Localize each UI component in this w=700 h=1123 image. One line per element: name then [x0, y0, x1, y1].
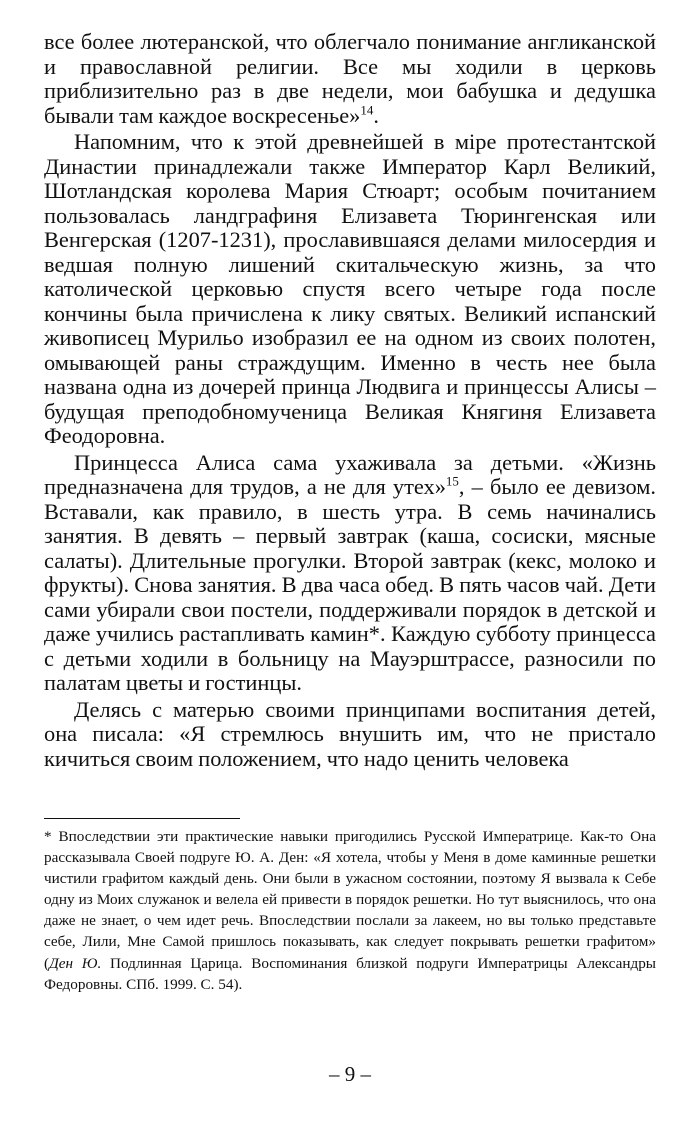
page-number: – 9 – [329, 1062, 371, 1086]
main-text [44, 30, 656, 771]
footnote-source-rest: Подлинная Царица. Воспоминания близкой подруги Императрицы Александры Федоровны. СПб. 1999. С. 54). [44, 954, 656, 993]
footnote [44, 826, 656, 995]
footnote-text: * Впоследствии эти практические навыки пригодились Русской Императрице. Как-то Она рассказывала Своей подруге Ю. А. Ден: «Я хотела, чтобы у Меня в доме каминные решетки чистили графитом каждый день. Они были в ужасном состоянии, поэтому Я вызвала к Себе одну из Моих служанок и велела ей привести в порядок решетки. Но тут выяснилось, что она даже не знает, о чем идет речь. Впоследствии послали за лакеем, но вы только представьте себе, Лили, Мне Самой пришлось показывать, как следует покрывать решетки графитом» ( [44, 828, 656, 972]
paragraph-1 [44, 30, 656, 128]
endnote-ref-15: 15 [445, 473, 459, 489]
footnote-paragraph [44, 826, 656, 995]
footnote-divider [44, 818, 240, 819]
paragraph-2: Напомним, что к этой древнейшей в міре протестантской Династии принадлежали также Император Карл Великий, Шотландская королева Мария Стюарт; особым почитанием пользовалась ландграфиня Елизавета Тюрингенская или Венгерская (1207-1231), прославившаяся делами милосердия и ведшая полную лишений скитальческую жизнь, за что католической церковью спустя всего четыре года после кончины была причислена к лику святых. Великий испанский живописец Мурильо изобразил ее на одном из своих полотен, омывающей раны страждущим. Именно в честь нее была названа одна из дочерей принца Людвига и принцессы Алисы – будущая преподобномученица Великая Княгиня Елизавета Феодоровна. [44, 129, 656, 448]
paragraph-3 [44, 451, 656, 696]
endnote-ref-14: 14 [360, 102, 374, 118]
paragraph-1-text: все более лютеранской, что облегчало понимание англиканской и православной религии. Все мы ходили в церковь приблизительно раз в две недели, мои бабушка и дедушка бывали там каждое воскресенье» [44, 29, 656, 128]
paragraph-3-start: Принцесса Алиса сама ухаживала за детьми. «Жизнь предназначена для трудов, а не для утех» [44, 449, 656, 499]
paragraph-1-tail: . [373, 102, 379, 128]
footnote-source-author: Ден Ю. [49, 954, 102, 972]
paragraph-4: Делясь с матерью своими принципами воспитания детей, она писала: «Я стремлюсь внушить им, что не пристало кичиться своим положением, что надо ценить человека [44, 696, 656, 771]
paragraph-3-rest: , – было ее девизом. Вставали, как правило, в шесть утра. В семь начинались занятия. В девять – первый завтрак (каша, сосиски, мясные салаты). Длительные прогулки. Второй завтрак (кекс, молоко и фрукты). Снова занятия. В два часа обед. В пять часов чай. Дети сами убирали свои постели, поддерживали порядок в детской и даже учились растапливать камин*. Каждую субботу принцесса с детьми ходили в больницу на Мауэрштрассе, разносили по палатам цветы и гостинцы. [44, 474, 656, 695]
